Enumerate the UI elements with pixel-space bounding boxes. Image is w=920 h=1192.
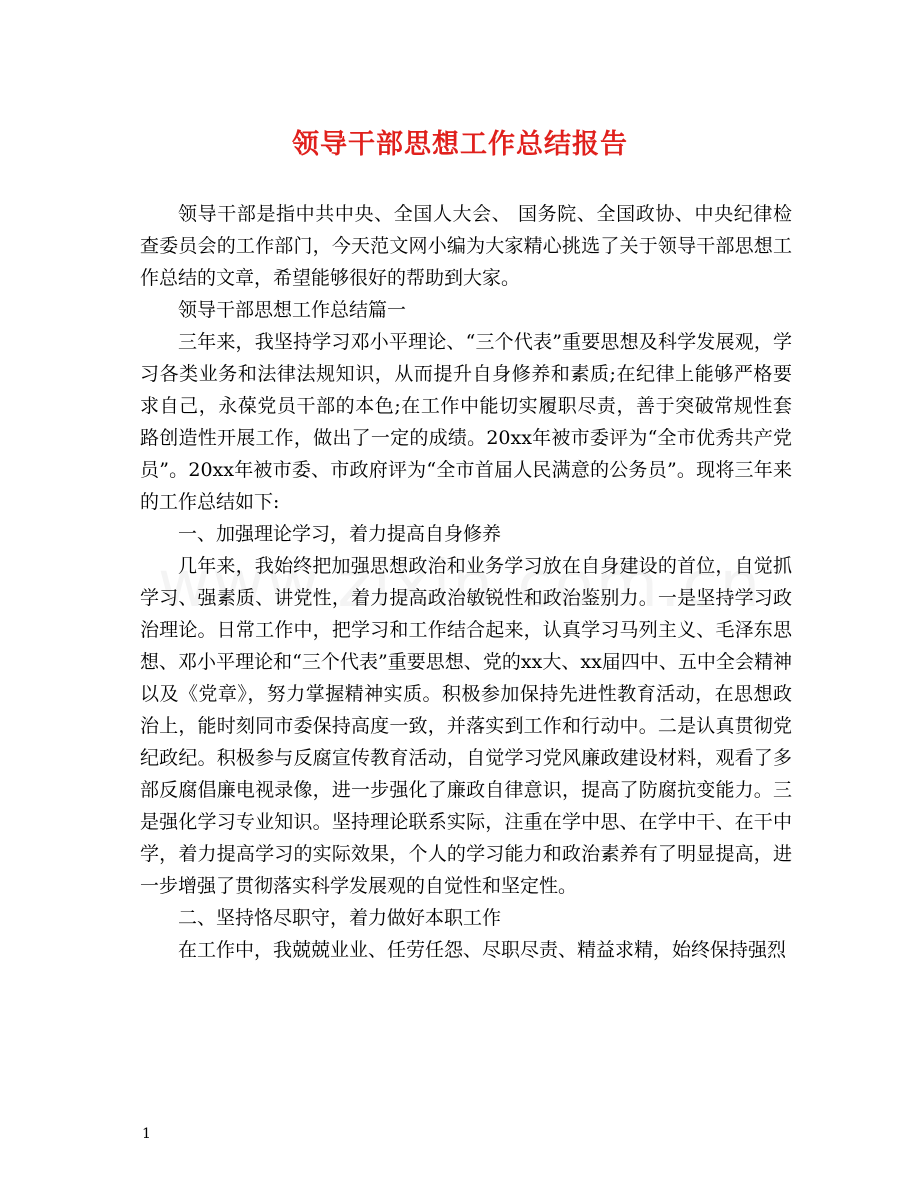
document-title: 领导干部思想工作总结报告 xyxy=(292,129,628,160)
paragraph-intro: 领导干部是指中共中央、全国人大会、 国务院、全国政协、中央纪律检查委员会的工作部门，今天范文网小编为大家精心挑选了关于领导干部思想工作总结的文章，希望能够很好的帮助到大家。 xyxy=(140,203,792,289)
section-heading-theory-study: 一、加强理论学习，着力提高自身修养 xyxy=(178,523,502,545)
paragraph-duty: 在工作中，我兢兢业业、任劳任怨、尽职尽责、精益求精，始终保持强烈 xyxy=(178,939,787,961)
paragraph-theory-study: 几年来，我始终把加强思想政治和业务学习放在自身建设的首位，自觉抓学习、强素质、讲党性，着力提高政治敏锐性和政治鉴别力。一是坚持学习政治理论。日常工作中，把学习和工作结合起来，认真学习马列主义、毛泽东思想、邓小平理论和“三个代表”重要思想、党的xx大、xx届四中、五中全会精神以及《党章》，努力掌握精神实质。积极参加保持先进性教育活动，在思想政治上，能时刻同市委保持高度一致，并落实到工作和行动中。二是认真贯彻党纪政纪。积极参与反腐宣传教育活动，自觉学习党风廉政建设材料，观看了多部反腐倡廉电视录像，进一步强化了廉政自律意识，提高了防腐抗变能力。三是强化学习专业知识。坚持理论联系实际，注重在学中思、在学中干、在干中学，着力提高学习的实际效果，个人的学习能力和政治素养有了明显提高，进一步增强了贯彻落实科学发展观的自觉性和坚定性。 xyxy=(140,555,792,897)
document-body xyxy=(140,198,792,966)
section-heading-duty: 二、坚持恪尽职守，着力做好本职工作 xyxy=(178,907,502,929)
section-heading-part-one: 领导干部思想工作总结篇一 xyxy=(178,299,407,321)
page-number: 1 xyxy=(142,1126,151,1142)
paragraph-three-years: 三年来，我坚持学习邓小平理论、“三个代表”重要思想及科学发展观，学习各类业务和法律法规知识，从而提升自身修养和素质;在纪律上能够严格要求自己，永葆党员干部的本色;在工作中能切实履职尽责，善于突破常规性套路创造性开展工作，做出了一定的成绩。20xx年被市委评为“全市优秀共产党员”。20xx年被市委、市政府评为“全市首届人民满意的公务员”。现将三年来的工作总结如下: xyxy=(140,331,792,513)
